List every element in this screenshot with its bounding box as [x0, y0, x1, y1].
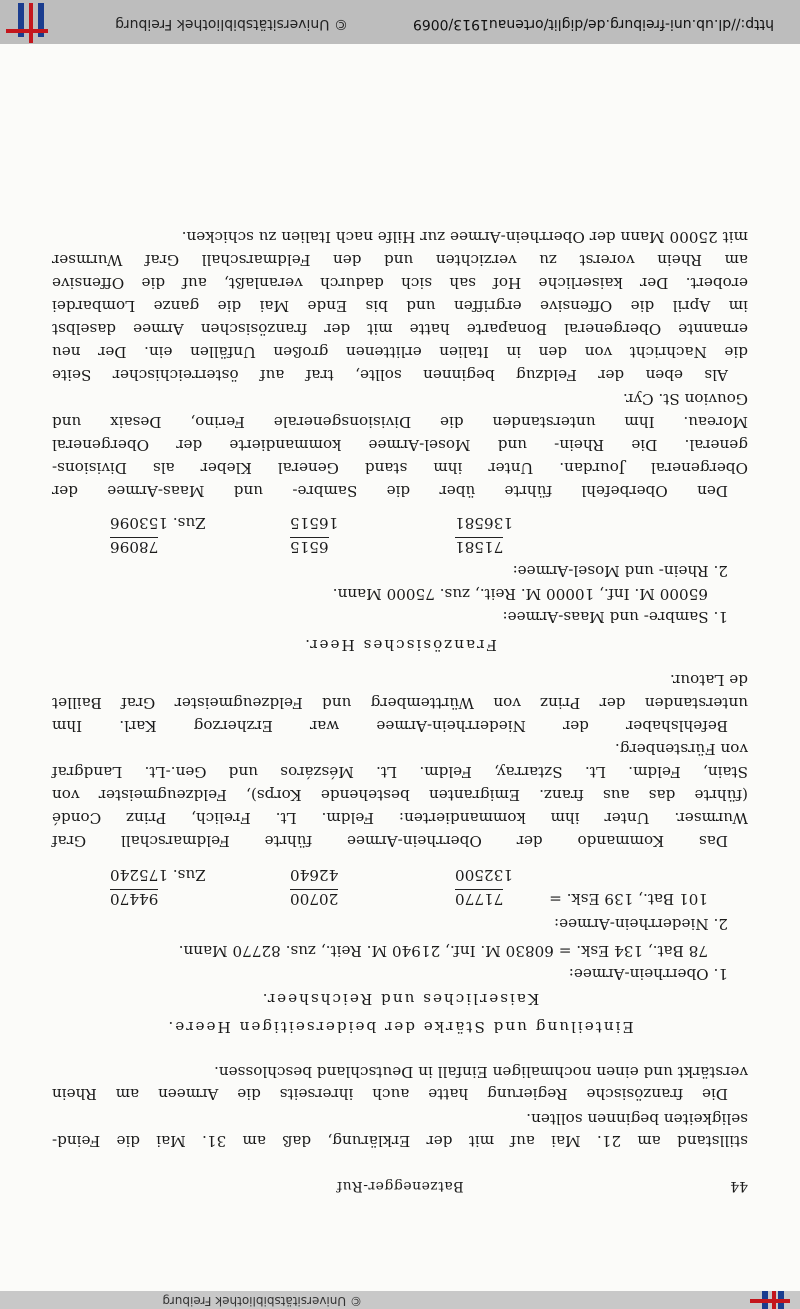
body-line: erobert. Der kaiserliche Hof sah sich dadurch veranlaßt, auf die Offensive: [52, 274, 748, 292]
strength-total: Zus. 153096: [110, 514, 206, 532]
university-logo-icon: [6, 3, 58, 43]
strength-row-prefix: 101 Bat., 139 Esk. =: [549, 890, 708, 908]
strength-value: 6515: [290, 538, 329, 556]
intro-line: stillstand am 21. Mai auf mit der Erklärung, daß am 31. Mai die Feind-: [52, 1132, 748, 1150]
body-line: Als eben der Feldzug beginnen sollte, traf auf österreichischer Seite: [52, 366, 728, 384]
intro-line: Die französische Regierung hatte auch ihrerseits die Armeen am Rhein: [52, 1085, 728, 1103]
viewer-footer-bar: [0, 0, 800, 44]
strength-value: 71581: [455, 538, 504, 556]
army-label: 1. Sambre- und Maas-Armee:: [502, 608, 728, 626]
body-line: Wurmser. Unter ihm kommandierten: Feldm. Lt. Frelich, Prinz Condé: [52, 809, 748, 827]
body-line: Befehlshaber der Niederrhein-Armee war Erzherzog Karl. Ihm: [52, 717, 728, 735]
army-label: 2. Niederrhein-Armee:: [554, 915, 728, 933]
body-line: von Fürstenberg.: [614, 740, 748, 758]
body-line: general. Die Rhein- und Mosel-Armee kommandierte der Obergeneral: [52, 436, 748, 454]
body-line: ernannte Obergeneral Bonaparte hatte mit der französischen Armee daselbst: [52, 320, 748, 338]
body-line: Das Kommando der Oberrhein-Armee führte Feldmarschall Graf: [52, 832, 728, 850]
body-line: Moreau. Ihm unterstanden die Divisionsgenerale Ferino, Desaix und: [52, 413, 748, 431]
body-line: Obergeneral Jourdan. Unter ihm stand General Kleber als Divisions-: [52, 459, 748, 477]
strength-value: 94470: [110, 890, 159, 908]
body-line: mit 25000 Mann der Oberrhein-Armee zur Hilfe nach Italien zu schicken.: [181, 228, 748, 246]
army-strength-line: 78 Bat., 134 Esk. = 60830 M. Inf., 21940 M. Reit., zus. 82770 Mann.: [178, 942, 708, 960]
body-line: Den Oberbefehl führte über die Sambre- und Maas-Armee der: [52, 482, 728, 500]
army-label: 2. Rhein- und Mosel-Armee:: [512, 562, 728, 580]
running-title: Batzenegger-Ruf: [336, 1178, 464, 1194]
source-url[interactable]: http://dl.ub.uni-freiburg.de/diglit/ortenau1913/0069: [412, 16, 774, 32]
army-label: 1. Oberrhein-Armee:: [568, 965, 728, 983]
body-line: die Nachricht von den in Italien erlittenen großen Unfällen ein. Der neu: [52, 343, 748, 361]
strength-total: 16515: [290, 514, 339, 532]
body-line: Gouvion St. Cyr.: [622, 390, 748, 408]
army-strength-line: 65000 M. Inf., 10000 M. Reit., zus. 75000 Mann.: [332, 585, 708, 603]
body-line: (führte das aus franz. Emigranten bestehende Korps), Feldzeugmeister von: [52, 786, 748, 804]
subsection-heading: Französisches Heer.: [303, 636, 497, 654]
viewer-top-strip: [0, 1291, 800, 1309]
footer-copyright: © Universitätsbibliothek Freiburg: [115, 16, 348, 32]
section-heading: Einteilung und Stärke der beiderseitigen Heere.: [166, 1018, 634, 1036]
body-line: Stain, Feldm. Lt. Sztarray, Feldm. Lt. Mészáros und Gen.-Lt. Landgraf: [52, 763, 748, 781]
intro-line: seligkeiten beginnen sollten.: [526, 1110, 748, 1128]
body-line: am Rhein vorerst zu verzichten und den Feldmarschall Graf Wurmser: [52, 251, 748, 269]
page-number: 44: [730, 1178, 748, 1194]
strength-total: 136581: [455, 514, 513, 532]
body-line: de Latour.: [669, 671, 748, 689]
strength-value: 20700: [290, 890, 339, 908]
university-logo-icon: [738, 1291, 790, 1309]
intro-line: verstärkt und einen nochmaligen Einfall in Deutschland beschlossen.: [214, 1063, 748, 1081]
strength-total: 42640: [290, 866, 339, 884]
body-line: im April die Offensive ergriffen und bis Ende Mai die ganze Lombardei: [52, 297, 748, 315]
body-line: unterstanden der Prinz von Württemberg und Feldzeugmeister Graf Baillet: [52, 694, 748, 712]
subsection-heading: Kaiserliches und Reichsheer.: [260, 990, 540, 1008]
strength-total: Zus. 175240: [110, 866, 206, 884]
strength-value: 71770: [455, 890, 504, 908]
top-copyright: © Universitätsbibliothek Freiburg: [162, 1294, 362, 1308]
strength-total: 132500: [455, 866, 513, 884]
strength-value: 78096: [110, 538, 159, 556]
